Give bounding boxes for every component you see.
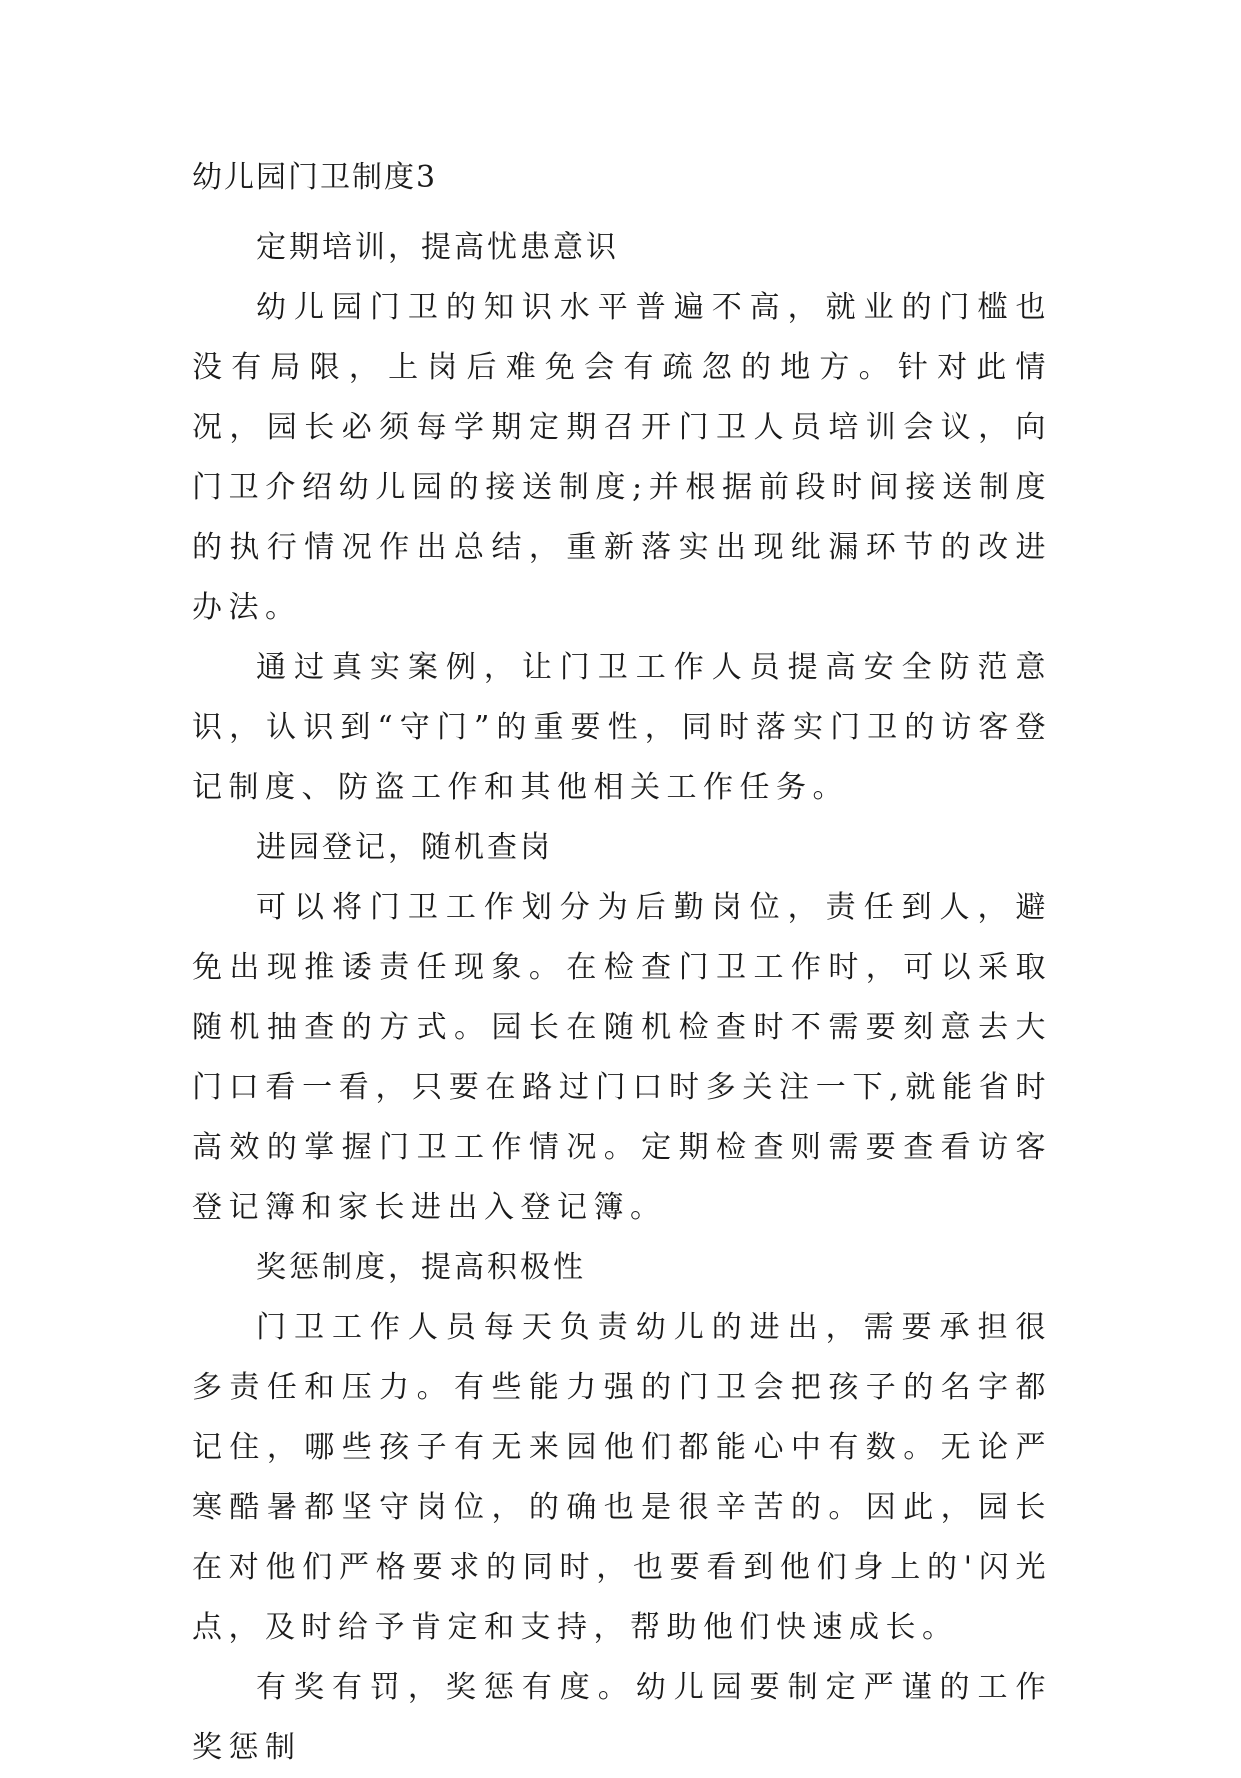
paragraph-rewards-penalties: 有奖有罚，奖惩有度。幼儿园要制定严谨的工作奖惩制	[192, 1670, 1052, 1765]
paragraph-training-intro: 幼儿园门卫的知识水平普遍不高，就业的门槛也没有局限，上岗后难免会有疏忽的地方。针对此情况，园长必须每学期定期召开门卫人员培训会议，向门卫介绍幼儿园的接送制度;并根据前段时间接送制度的执行情况作出总结，重新落实出现纰漏环节的改进办法。	[192, 290, 1052, 625]
paragraph-random-check: 可以将门卫工作划分为后勤岗位，责任到人，避免出现推诿责任现象。在检查门卫工作时，可以采取随机抽查的方式。园长在随机检查时不需要刻意去大门口看一看，只要在路过门口时多关注一下,就能省时高效的掌握门卫工作情况。定期检查则需要查看访客登记簿和家长进出入登记簿。	[192, 890, 1052, 1225]
paragraph-guard-pressure: 门卫工作人员每天负责幼儿的进出，需要承担很多责任和压力。有些能力强的门卫会把孩子的名字都记住，哪些孩子有无来园他们都能心中有数。无论严寒酷暑都坚守岗位，的确也是很辛苦的。因此，园长在对他们严格要求的同时，也要看到他们身上的'闪光点，及时给予肯定和支持，帮助他们快速成长。	[192, 1310, 1052, 1645]
section-heading-registration: 进园登记，随机查岗	[256, 830, 553, 865]
paragraph-case-study: 通过真实案例，让门卫工作人员提高安全防范意识，认识到“守门”的重要性，同时落实门卫的访客登记制度、防盗工作和其他相关工作任务。	[192, 650, 1052, 805]
document-title: 幼儿园门卫制度3	[192, 160, 438, 195]
section-heading-rewards: 奖惩制度，提高积极性	[256, 1250, 586, 1285]
document-body	[192, 158, 1052, 1778]
section-heading-training: 定期培训，提高忧患意识	[256, 230, 619, 265]
